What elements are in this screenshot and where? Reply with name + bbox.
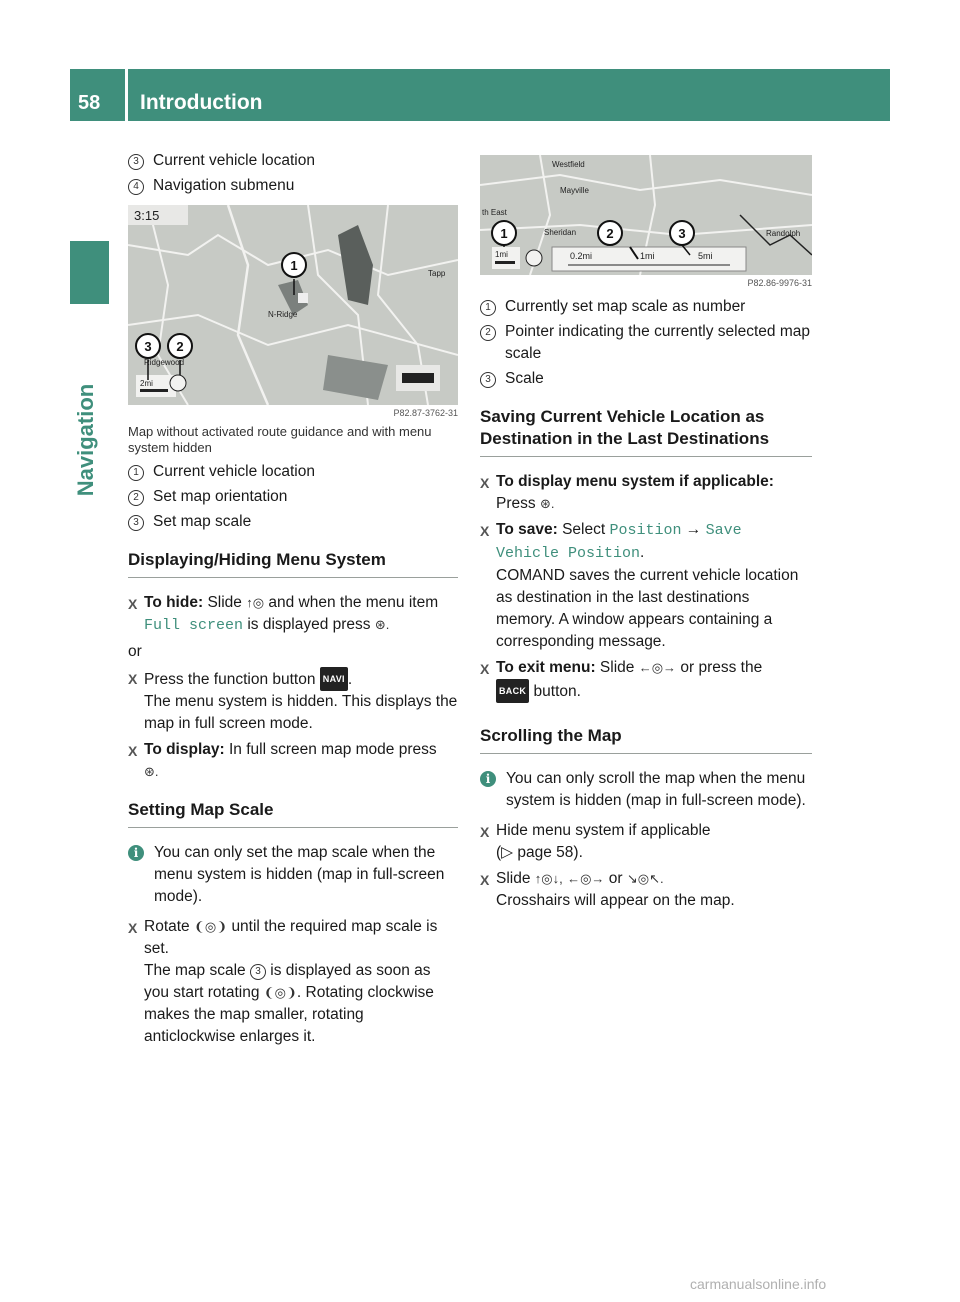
step-text: Slide [207, 594, 242, 611]
controller-rotate-icon: ❨◎❩ [263, 985, 297, 1000]
callout-label: 3 [144, 339, 152, 354]
map-image [128, 205, 458, 405]
step-marker-icon: X [128, 596, 138, 612]
controller-up-down-icon: ↑◎↓, [534, 871, 563, 886]
scale-tick-label: 5mi [698, 251, 713, 261]
info-text: You can only set the map scale when the menu system is hidden (map in full-screen mode). [154, 844, 445, 905]
map-place: th East [482, 208, 507, 217]
step-marker-icon: X [480, 661, 490, 677]
step-display [128, 739, 458, 783]
step-label: To exit menu: [496, 659, 596, 676]
step-navi: X Press the function button NAVI . The menu system is hidden. This displays the map in full screen mode. [128, 667, 458, 735]
legend-item [128, 461, 458, 483]
legend-item [128, 486, 458, 508]
step-text: or [608, 870, 623, 887]
step-text: Rotate [144, 918, 190, 935]
section-title: Introduction [140, 91, 263, 114]
step-exit [480, 657, 812, 703]
map-place: Tapp [428, 269, 446, 278]
callout-number: 3 [250, 964, 266, 980]
step-text: Slide [496, 870, 531, 887]
arrow-icon: → [685, 521, 702, 538]
legend-text: Scale [505, 370, 544, 387]
step-text: or press the [680, 659, 763, 676]
legend-item [128, 511, 458, 533]
callout-label: 3 [678, 226, 686, 241]
step-text: Press [496, 495, 536, 512]
controller-rotate-icon: ❨◎❩ [193, 919, 228, 934]
header-divider [125, 69, 128, 121]
step-marker-icon: X [480, 872, 490, 888]
step-label: To display menu system if applicable: [496, 473, 774, 490]
callout-number: 1 [128, 465, 144, 481]
step-hide-menu [480, 820, 812, 864]
map-scale-label: 1mi [495, 250, 508, 259]
callout-label: 1 [290, 258, 298, 273]
info-icon: i [480, 771, 496, 787]
step-text: until the required map scale is set. [144, 918, 438, 957]
controller-press-icon: ⊛. [374, 617, 390, 632]
legend-text: Set map orientation [153, 488, 288, 505]
legend-item [480, 321, 812, 365]
menu-item-position: Position [609, 522, 682, 539]
legend-item [480, 296, 812, 318]
controller-press-icon: ⊛. [144, 764, 159, 779]
right-column [480, 155, 812, 916]
map-place: Ridgewood [144, 358, 185, 367]
step-result: The menu system is hidden. This displays the map in full screen mode. [144, 693, 458, 732]
step-marker-icon: X [480, 523, 490, 539]
controller-left-right-icon: ←◎→ [638, 660, 677, 675]
step-text: button. [533, 683, 581, 700]
map-place: N-Ridge [268, 310, 298, 319]
step-text: Hide menu system if applicable [496, 822, 711, 839]
figure-code: P82.86-9976-31 [747, 278, 812, 288]
map-scale-image [480, 155, 812, 275]
map-place: Westfield [552, 160, 585, 169]
step-marker-icon: X [128, 920, 138, 936]
step-marker-icon: X [128, 743, 138, 759]
map-figure-1 [128, 205, 458, 418]
legend-text: Currently set map scale as number [505, 298, 746, 315]
heading-scrolling: Scrolling the Map [480, 725, 812, 754]
step-save: X To save: Select Position → Save Vehicle Position. COMAND saves the current vehicle location as destination in the last destinations memory. A window appears containing a corresponding message. [480, 519, 812, 653]
figure-code: P82.87-3762-31 [393, 408, 458, 418]
callout-number: 4 [128, 179, 144, 195]
side-tab-label: Navigation [73, 383, 98, 497]
step-marker-icon: X [480, 475, 490, 491]
legend-text: Current vehicle location [153, 463, 315, 480]
step-text: is displayed press [247, 616, 371, 633]
figure-caption: Map without activated route guidance and with menu system hidden [128, 424, 432, 455]
watermark: carmanualsonline.info [690, 1276, 827, 1292]
heading-map-scale: Setting Map Scale [128, 799, 458, 828]
info-note [480, 768, 812, 812]
map-place: Sheridan [544, 228, 577, 237]
page-reference-link[interactable]: (▷ page 58). [496, 844, 583, 861]
legend-text: Navigation submenu [153, 177, 295, 194]
callout-label: 2 [606, 226, 614, 241]
step-text: is displayed as soon as you start rotating [144, 962, 431, 1001]
step-label: To display: [144, 741, 225, 758]
callout-number: 3 [128, 154, 144, 170]
step-marker-icon: X [480, 824, 490, 840]
step-text: . Rotating clockwise makes the map smaller, rotating anticlockwise enlarges it. [144, 984, 434, 1045]
legend-text: Set map scale [153, 513, 252, 530]
callout-number: 3 [480, 372, 496, 388]
callout-number: 2 [128, 490, 144, 506]
page-number: 58 [78, 92, 101, 114]
step-text: and when the menu item [268, 594, 439, 611]
navi-key-icon: NAVI [320, 667, 348, 691]
controller-press-icon: ⊛. [539, 496, 555, 511]
step-text: Press the function button [144, 671, 316, 688]
legend-item [128, 175, 458, 197]
map-scale-label: 2mi [140, 379, 153, 388]
back-key-icon: BACK [496, 679, 529, 703]
step-text: In full screen map mode press [228, 741, 437, 758]
step-rotate [128, 916, 458, 1048]
step-text: The map scale [144, 962, 246, 979]
callout-label: 2 [176, 339, 184, 354]
scale-tick-label: 0.2mi [570, 251, 593, 261]
step-result: Crosshairs will appear on the map. [496, 892, 735, 909]
menu-item-save-vehicle-position: Save Vehicle Position [496, 522, 742, 562]
controller-diagonal-icon: ↘◎↖. [626, 871, 664, 886]
side-tab-marker [70, 241, 109, 304]
step-result: COMAND saves the current vehicle location as destination in the last destinations memory. A window appears containing a corresponding message. [496, 567, 799, 650]
step-slide [480, 868, 812, 912]
step-text: Select [562, 521, 606, 538]
map-place: Mayville [560, 186, 589, 195]
scale-tick-label: 1mi [640, 251, 655, 261]
step-text: Slide [599, 659, 635, 676]
legend-text: Pointer indicating the currently selected map scale [505, 323, 810, 362]
legend-item [128, 150, 458, 172]
info-icon: i [128, 845, 144, 861]
info-text: You can only scroll the map when the menu system is hidden (map in full-screen mode). [506, 770, 806, 809]
map-place: Randolph [766, 229, 801, 238]
heading-save-location: Saving Current Vehicle Location as Destination in the Last Destinations [480, 406, 812, 457]
info-note [128, 842, 458, 908]
callout-number: 3 [128, 515, 144, 531]
menu-item-full-screen: Full screen [144, 617, 244, 634]
controller-up-icon: ↑◎ [246, 595, 265, 610]
legend-item [480, 368, 812, 390]
or-text: or [128, 643, 142, 660]
controller-left-right-icon: ←◎→ [567, 871, 605, 886]
heading-menu-system: Displaying/Hiding Menu System [128, 549, 458, 578]
step-marker-icon: X [128, 671, 138, 687]
step-label: To hide: [144, 594, 204, 611]
step-hide [128, 592, 458, 637]
left-column [128, 150, 458, 1052]
callout-number: 2 [480, 325, 496, 341]
callout-label: 1 [500, 226, 508, 241]
legend-text: Current vehicle location [153, 152, 315, 169]
step-show-menu [480, 471, 812, 515]
step-label: To save: [496, 521, 558, 538]
map-figure-2 [480, 155, 812, 288]
callout-number: 1 [480, 300, 496, 316]
map-time: 3:15 [134, 208, 160, 223]
